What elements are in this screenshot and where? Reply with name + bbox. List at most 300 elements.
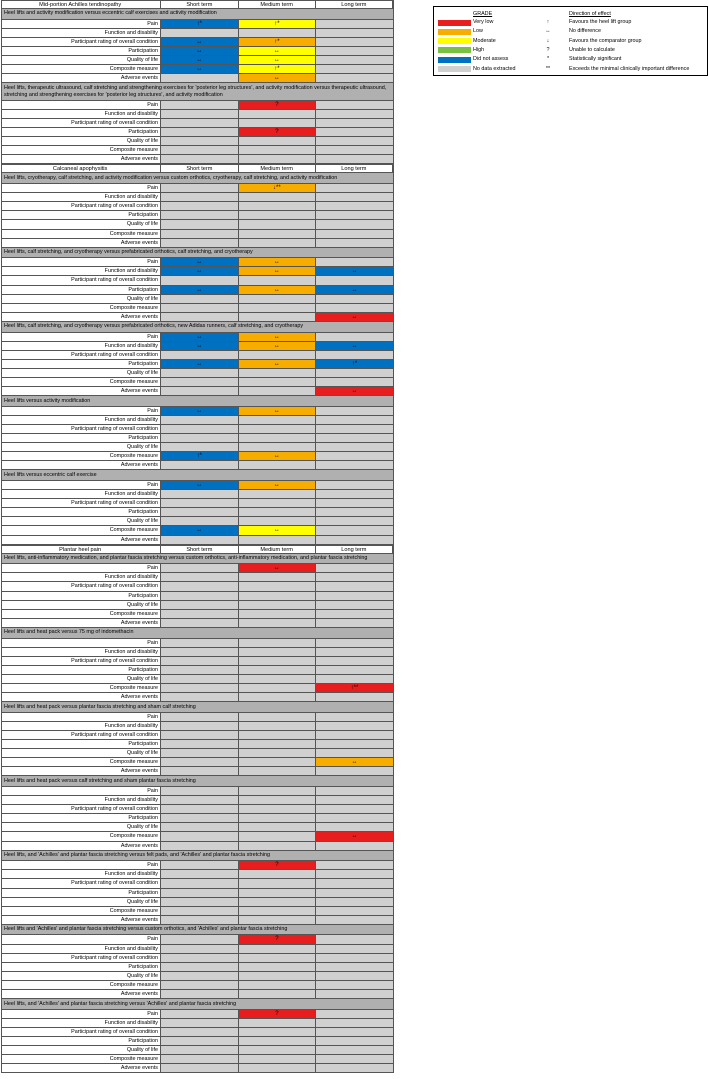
effect-cell	[239, 1037, 317, 1045]
effect-cell	[239, 313, 317, 321]
effect-cell	[316, 592, 394, 600]
effect-cell	[316, 814, 394, 822]
effect-cell	[161, 536, 239, 544]
outcome-row	[1, 832, 394, 841]
outcome-row	[1, 202, 394, 211]
effect-cell	[161, 722, 239, 730]
legend-swatch	[438, 66, 471, 72]
effect-cell	[161, 517, 239, 525]
effect-cell	[161, 276, 239, 284]
outcome-label: Adverse events	[1, 536, 161, 544]
effect-cell	[316, 722, 394, 730]
effect-cell: ↔	[161, 360, 239, 368]
effect-cell	[161, 434, 239, 442]
effect-cell	[239, 443, 317, 451]
outcome-label: Composite measure	[1, 758, 161, 766]
outcome-row	[1, 796, 394, 805]
effect-cell	[316, 898, 394, 906]
outcome-label: Participation	[1, 47, 161, 55]
outcome-label: Participant rating of overall condition	[1, 119, 161, 127]
effect-cell	[161, 648, 239, 656]
effect-cell	[239, 601, 317, 609]
effect-cell	[239, 870, 317, 878]
effect-cell: ↓**	[239, 184, 317, 192]
effect-cell	[316, 425, 394, 433]
effect-cell	[316, 648, 394, 656]
effect-cell	[316, 1010, 394, 1018]
outcome-row	[1, 184, 394, 193]
outcome-row	[1, 1064, 394, 1073]
effect-cell	[161, 1046, 239, 1054]
outcome-row	[1, 333, 394, 342]
effect-cell	[316, 990, 394, 998]
outcome-label: Participation	[1, 592, 161, 600]
outcome-row	[1, 387, 394, 396]
outcome-label: Function and disability	[1, 648, 161, 656]
effect-cell	[239, 461, 317, 469]
effect-cell	[161, 935, 239, 943]
effect-cell	[161, 146, 239, 154]
effect-cell	[239, 536, 317, 544]
outcome-row	[1, 564, 394, 573]
effect-cell	[161, 767, 239, 775]
effect-cell	[316, 879, 394, 887]
effect-cell	[239, 110, 317, 118]
effect-cell	[316, 619, 394, 627]
outcome-label: Pain	[1, 787, 161, 795]
effect-cell: ↔	[316, 313, 394, 321]
effect-cell	[239, 648, 317, 656]
outcome-label: Function and disability	[1, 796, 161, 804]
effect-cell	[161, 220, 239, 228]
effect-cell: ↔	[239, 74, 317, 82]
outcome-label: Participation	[1, 889, 161, 897]
effect-cell	[161, 295, 239, 303]
outcome-row	[1, 369, 394, 378]
effect-cell	[239, 387, 317, 395]
comparison-title: Heel lifts versus eccentric calf exercise	[1, 470, 394, 481]
outcome-row	[1, 963, 394, 972]
timepoint-header: Long term	[316, 546, 393, 553]
effect-cell	[316, 526, 394, 534]
outcome-label: Participant rating of overall condition	[1, 731, 161, 739]
outcome-row	[1, 972, 394, 981]
outcome-label: Adverse events	[1, 155, 161, 163]
outcome-row	[1, 56, 394, 65]
effect-cell	[161, 193, 239, 201]
effect-cell	[239, 1019, 317, 1027]
outcome-row	[1, 230, 394, 239]
outcome-row	[1, 842, 394, 851]
effect-cell	[239, 304, 317, 312]
effect-cell	[316, 805, 394, 813]
effect-cell	[161, 601, 239, 609]
outcome-label: Adverse events	[1, 619, 161, 627]
effect-cell: ↔	[316, 267, 394, 275]
effect-cell	[316, 1028, 394, 1036]
outcome-row	[1, 898, 394, 907]
outcome-row	[1, 610, 394, 619]
effect-cell	[161, 369, 239, 377]
effect-cell	[239, 508, 317, 516]
effect-cell: ↔	[316, 342, 394, 350]
effect-cell	[161, 610, 239, 618]
outcome-label: Pain	[1, 713, 161, 721]
comparison-title: Heel lifts versus activity modification	[1, 396, 394, 407]
comparison-title: Heel lifts and heat pack versus 75 mg of indomethacin	[1, 628, 394, 639]
effect-cell	[239, 1028, 317, 1036]
effect-cell: ?	[239, 935, 317, 943]
effect-cell	[161, 749, 239, 757]
outcome-label: Pain	[1, 20, 161, 28]
legend-symbol: ↔	[545, 28, 551, 35]
effect-cell: ↔	[161, 286, 239, 294]
effect-cell	[161, 387, 239, 395]
effect-cell	[161, 1064, 239, 1072]
effect-cell	[161, 870, 239, 878]
effect-cell: ↑*	[161, 20, 239, 28]
legend-grade-label: Very low	[473, 19, 494, 25]
effect-cell	[239, 230, 317, 238]
effect-cell	[161, 499, 239, 507]
effect-cell	[239, 490, 317, 498]
effect-cell	[316, 378, 394, 386]
timepoint-header: Short term	[161, 165, 238, 172]
effect-cell	[316, 935, 394, 943]
timepoint-header: Short term	[161, 546, 238, 553]
effect-cell	[316, 29, 394, 37]
outcome-row	[1, 823, 394, 832]
effect-cell	[161, 907, 239, 915]
outcome-label: Quality of life	[1, 369, 161, 377]
effect-cell	[316, 119, 394, 127]
effect-cell	[161, 731, 239, 739]
effect-cell	[239, 211, 317, 219]
effect-cell	[316, 981, 394, 989]
outcome-label: Participant rating of overall condition	[1, 202, 161, 210]
effect-cell: ↔	[161, 65, 239, 73]
outcome-label: Adverse events	[1, 1064, 161, 1072]
outcome-label: Pain	[1, 184, 161, 192]
effect-cell	[239, 758, 317, 766]
outcome-label: Composite measure	[1, 378, 161, 386]
effect-cell	[239, 202, 317, 210]
legend-box	[433, 6, 708, 76]
effect-cell	[161, 693, 239, 701]
effect-cell	[316, 796, 394, 804]
effect-cell: ↔	[161, 407, 239, 415]
effect-cell: ↔	[161, 258, 239, 266]
effect-cell	[161, 1055, 239, 1063]
outcome-label: Pain	[1, 101, 161, 109]
effect-cell	[239, 823, 317, 831]
outcome-label: Quality of life	[1, 137, 161, 145]
outcome-label: Participation	[1, 666, 161, 674]
outcome-row	[1, 749, 394, 758]
legend-symbol-meaning: Favours the heel lift group	[569, 19, 632, 25]
outcome-row	[1, 239, 394, 248]
effect-cell	[316, 56, 394, 64]
effect-cell: ?	[239, 861, 317, 869]
effect-cell	[161, 304, 239, 312]
effect-cell	[239, 787, 317, 795]
effect-cell	[239, 610, 317, 618]
effect-cell: ↔	[239, 452, 317, 460]
effect-cell	[316, 823, 394, 831]
effect-cell	[239, 573, 317, 581]
effect-cell: ?	[239, 101, 317, 109]
effect-cell	[239, 517, 317, 525]
outcome-label: Function and disability	[1, 342, 161, 350]
effect-cell	[316, 452, 394, 460]
effect-cell	[316, 972, 394, 980]
outcome-row	[1, 128, 394, 137]
effect-cell: ↔	[316, 832, 394, 840]
legend-symbol-meaning: Favours the comparator group	[569, 37, 642, 44]
outcome-label: Function and disability	[1, 267, 161, 275]
effect-cell	[316, 675, 394, 683]
effect-cell	[316, 861, 394, 869]
effect-cell	[161, 954, 239, 962]
effect-cell	[316, 499, 394, 507]
legend-swatch	[438, 29, 471, 35]
outcome-label: Adverse events	[1, 461, 161, 469]
outcome-label: Composite measure	[1, 1055, 161, 1063]
outcome-label: Pain	[1, 861, 161, 869]
outcome-label: Adverse events	[1, 990, 161, 998]
outcome-label: Participation	[1, 360, 161, 368]
effect-cell: ↔	[161, 267, 239, 275]
effect-cell	[161, 313, 239, 321]
outcome-row	[1, 722, 394, 731]
effect-cell: ↑*	[316, 360, 394, 368]
effect-cell	[161, 211, 239, 219]
effect-cell	[161, 74, 239, 82]
outcome-label: Pain	[1, 481, 161, 489]
outcome-row	[1, 461, 394, 470]
outcome-row	[1, 805, 394, 814]
effect-cell: ↔	[161, 526, 239, 534]
effect-cell	[161, 1037, 239, 1045]
outcome-row	[1, 211, 394, 220]
outcome-row	[1, 74, 394, 83]
effect-cell	[239, 990, 317, 998]
effect-cell	[161, 1010, 239, 1018]
effect-cell	[161, 351, 239, 359]
effect-cell: ↑**	[316, 684, 394, 692]
effect-cell	[161, 378, 239, 386]
effect-cell	[316, 740, 394, 748]
outcome-row	[1, 276, 394, 285]
outcome-label: Function and disability	[1, 490, 161, 498]
effect-cell: ?	[239, 1010, 317, 1018]
effect-cell	[316, 155, 394, 163]
outcome-label: Participant rating of overall condition	[1, 805, 161, 813]
effect-cell	[316, 787, 394, 795]
effect-cell	[316, 693, 394, 701]
outcome-label: Composite measure	[1, 981, 161, 989]
effect-cell	[239, 749, 317, 757]
outcome-row	[1, 146, 394, 155]
effect-cell	[239, 657, 317, 665]
outcome-label: Pain	[1, 258, 161, 266]
outcome-label: Participant rating of overall condition	[1, 499, 161, 507]
effect-cell: ↔	[161, 47, 239, 55]
outcome-row	[1, 1055, 394, 1064]
effect-cell	[161, 832, 239, 840]
effect-cell	[316, 407, 394, 415]
outcome-row	[1, 758, 394, 767]
effect-cell	[316, 65, 394, 73]
outcome-row	[1, 787, 394, 796]
outcome-row	[1, 425, 394, 434]
outcome-label: Pain	[1, 407, 161, 415]
effect-cell	[316, 767, 394, 775]
outcome-label: Quality of life	[1, 972, 161, 980]
effect-cell	[161, 639, 239, 647]
outcome-label: Quality of life	[1, 1046, 161, 1054]
outcome-label: Participant rating of overall condition	[1, 657, 161, 665]
outcome-label: Participant rating of overall condition	[1, 425, 161, 433]
outcome-row	[1, 767, 394, 776]
legend-symbol: **	[545, 65, 551, 72]
effect-cell	[161, 573, 239, 581]
effect-cell	[161, 842, 239, 850]
effect-cell	[239, 832, 317, 840]
effect-cell	[161, 666, 239, 674]
timepoint-header: Short term	[161, 1, 238, 8]
effect-cell	[161, 990, 239, 998]
effect-cell	[316, 1019, 394, 1027]
effect-cell	[316, 842, 394, 850]
effect-cell	[161, 814, 239, 822]
outcome-label: Quality of life	[1, 749, 161, 757]
effect-cell	[316, 38, 394, 46]
outcome-label: Function and disability	[1, 1019, 161, 1027]
outcome-label: Participation	[1, 286, 161, 294]
effect-cell	[316, 137, 394, 145]
outcome-row	[1, 137, 394, 146]
effect-cell: ↑*	[161, 452, 239, 460]
effect-cell	[316, 220, 394, 228]
comparison-title: Heel lifts and activity modification versus eccentric calf exercises and activity modification	[1, 9, 394, 20]
timepoint-header: Long term	[316, 1, 393, 8]
effect-cell	[316, 564, 394, 572]
outcome-label: Adverse events	[1, 387, 161, 395]
effect-cell	[316, 945, 394, 953]
legend-symbol: ?	[546, 46, 550, 53]
outcome-row	[1, 1037, 394, 1046]
effect-cell	[239, 842, 317, 850]
outcome-row	[1, 740, 394, 749]
outcome-label: Participation	[1, 814, 161, 822]
outcome-row	[1, 693, 394, 702]
effect-cell	[316, 1037, 394, 1045]
effect-cell	[161, 202, 239, 210]
effect-cell	[316, 239, 394, 247]
effect-cell	[161, 110, 239, 118]
effect-cell	[239, 898, 317, 906]
condition-name: Calcaneal apophysitis	[2, 165, 161, 172]
effect-cell	[316, 193, 394, 201]
outcome-label: Participant rating of overall condition	[1, 351, 161, 359]
effect-cell	[239, 146, 317, 154]
outcome-label: Quality of life	[1, 675, 161, 683]
effect-cell: ↔	[239, 56, 317, 64]
effect-cell	[161, 508, 239, 516]
outcome-row	[1, 582, 394, 591]
outcome-row	[1, 351, 394, 360]
effect-cell	[239, 1055, 317, 1063]
effect-cell	[161, 796, 239, 804]
effect-cell	[239, 981, 317, 989]
comparison-title: Heel lifts, cryotherapy, calf stretching, and activity modification versus custom orthotics, cryotherapy, calf stretching, and activity modification	[1, 173, 394, 184]
effect-cell	[161, 592, 239, 600]
effect-cell	[316, 907, 394, 915]
effect-cell: ↔	[316, 758, 394, 766]
effect-cell	[316, 304, 394, 312]
outcome-row	[1, 981, 394, 990]
effect-cell	[316, 211, 394, 219]
effect-cell	[316, 416, 394, 424]
effect-cell	[316, 749, 394, 757]
legend-row	[438, 56, 706, 63]
outcome-row	[1, 29, 394, 38]
effect-cell	[161, 879, 239, 887]
legend-swatch	[438, 38, 471, 44]
outcome-row	[1, 1028, 394, 1037]
effect-cell	[316, 889, 394, 897]
outcome-row	[1, 110, 394, 119]
effect-cell	[161, 758, 239, 766]
effect-cell	[316, 230, 394, 238]
timepoint-header: Medium term	[239, 1, 316, 8]
outcome-label: Adverse events	[1, 767, 161, 775]
effect-cell	[239, 814, 317, 822]
outcome-label: Participation	[1, 508, 161, 516]
effect-cell	[316, 508, 394, 516]
outcome-row	[1, 889, 394, 898]
outcome-label: Participant rating of overall condition	[1, 1028, 161, 1036]
effect-cell	[161, 823, 239, 831]
effect-cell	[316, 610, 394, 618]
effect-cell	[316, 954, 394, 962]
effect-cell	[161, 898, 239, 906]
effect-cell	[239, 592, 317, 600]
outcome-row	[1, 1046, 394, 1055]
effect-cell	[239, 767, 317, 775]
effect-cell	[161, 425, 239, 433]
effect-cell	[239, 722, 317, 730]
outcome-row	[1, 713, 394, 722]
outcome-row	[1, 648, 394, 657]
outcome-row	[1, 101, 394, 110]
effect-cell	[161, 582, 239, 590]
outcome-label: Composite measure	[1, 65, 161, 73]
effect-cell	[161, 416, 239, 424]
outcome-row	[1, 684, 394, 693]
outcome-row	[1, 573, 394, 582]
outcome-row	[1, 38, 394, 47]
effect-cell	[316, 490, 394, 498]
outcome-row	[1, 378, 394, 387]
effect-cell	[316, 1055, 394, 1063]
effect-cell	[161, 981, 239, 989]
effect-cell	[316, 295, 394, 303]
effect-cell	[316, 276, 394, 284]
effect-cell: ↑*	[239, 20, 317, 28]
outcome-label: Pain	[1, 333, 161, 341]
